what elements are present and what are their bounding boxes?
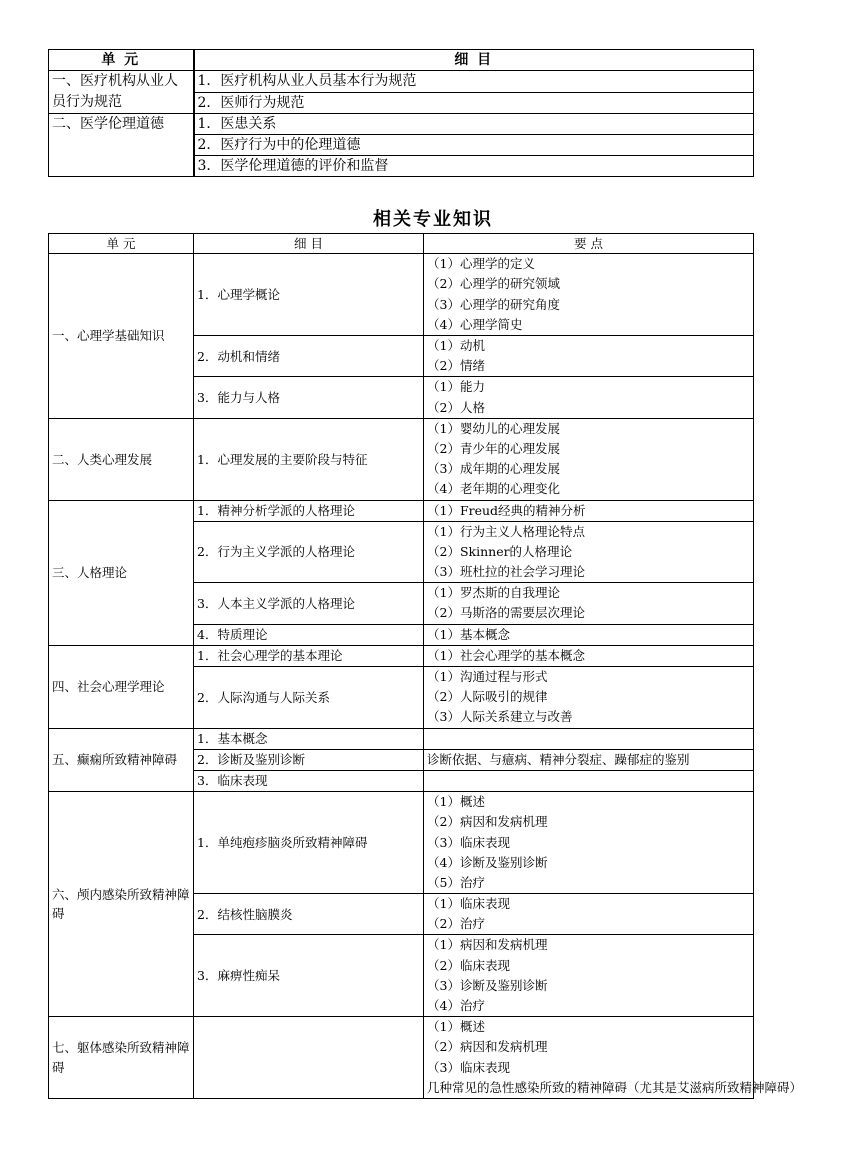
point-line: （1）能力 — [427, 379, 485, 395]
ethics-table — [48, 49, 754, 177]
point-line: （2）治疗 — [427, 916, 485, 932]
t2-item-cell: 2．行为主义学派的人格理论 — [194, 521, 424, 583]
point-line: （2）临床表现 — [427, 957, 510, 973]
t2-points-cell — [424, 792, 754, 894]
t2-unit-cell: 三、人格理论 — [49, 500, 194, 645]
t1-item-cell: 3．医学伦理道德的评价和监督 — [194, 156, 754, 177]
t2-points-cell — [424, 418, 754, 500]
point-line: （2）青少年的心理发展 — [427, 440, 560, 456]
point-line: （3）诊断及鉴别诊断 — [427, 977, 548, 993]
t2-points-cell — [424, 377, 754, 418]
point-line — [427, 771, 750, 791]
t2-unit-cell: 七、躯体感染所致精神障碍 — [49, 1017, 194, 1099]
point-line: （4）老年期的心理变化 — [427, 481, 560, 497]
point-line: （2）病因和发病机理 — [427, 1039, 548, 1055]
t2-item-cell: 1．心理学概论 — [194, 254, 424, 336]
t2-points-cell — [424, 667, 754, 729]
table-row — [49, 792, 754, 894]
t1-header-item: 细 目 — [194, 50, 754, 71]
point-line: （2）马斯洛的需要层次理论 — [427, 605, 585, 621]
table-row — [49, 254, 754, 336]
point-line: （5）治疗 — [427, 874, 485, 890]
point-line: （1）心理学的定义 — [427, 256, 535, 272]
t2-item-cell: 2．诊断及鉴别诊断 — [194, 749, 424, 770]
t2-points-cell — [424, 645, 754, 666]
t2-header-item: 细 目 — [194, 234, 424, 254]
point-line: （3）临床表现 — [427, 834, 510, 850]
t1-item-cell: 2．医疗行为中的伦理道德 — [194, 135, 754, 156]
t2-item-cell: 1．单纯疱疹脑炎所致精神障碍 — [194, 792, 424, 894]
point-line: （1）动机 — [427, 338, 485, 354]
point-line: （3）班杜拉的社会学习理论 — [427, 564, 585, 580]
knowledge-table — [48, 233, 803, 1099]
t2-header-unit: 单 元 — [49, 234, 194, 254]
table-row — [49, 645, 754, 666]
t2-item-cell — [194, 1017, 424, 1099]
point-line: （1）罗杰斯的自我理论 — [427, 585, 560, 601]
t2-item-cell: 3．临床表现 — [194, 770, 424, 791]
t1-header-unit: 单 元 — [49, 50, 194, 71]
t2-points-cell — [424, 254, 754, 336]
t2-unit-cell: 一、心理学基础知识 — [49, 254, 194, 419]
t2-item-cell: 2．结核性脑膜炎 — [194, 894, 424, 935]
point-line: （4）诊断及鉴别诊断 — [427, 854, 548, 870]
t2-points-cell — [424, 770, 754, 791]
t2-points-cell — [424, 749, 754, 770]
point-line: （2）病因和发病机理 — [427, 814, 548, 830]
t2-body — [49, 254, 803, 1099]
t2-points-cell — [424, 336, 754, 377]
t2-item-cell: 3．麻痹性痴呆 — [194, 935, 424, 1017]
t2-item-cell: 2．人际沟通与人际关系 — [194, 667, 424, 729]
t1-item-cell: 2．医师行为规范 — [194, 92, 754, 114]
t2-item-cell: 4．特质理论 — [194, 624, 424, 645]
section-title: 相关专业知识 — [373, 209, 493, 230]
point-line: （3）人际关系建立与改善 — [427, 709, 573, 725]
t2-item-cell: 1．心理发展的主要阶段与特征 — [194, 418, 424, 500]
point-line: （4）心理学简史 — [427, 316, 523, 332]
point-line: （2）人际吸引的规律 — [427, 689, 548, 705]
t2-points-cell — [424, 894, 754, 935]
point-line: 几种常见的急性感染所致的精神障碍（尤其是艾滋病所致精神障碍） — [427, 1079, 803, 1095]
point-line: （1）社会心理学的基本概念 — [427, 647, 585, 663]
table-row — [49, 500, 754, 521]
point-line: （2）人格 — [427, 399, 485, 415]
t2-points-cell — [424, 728, 754, 749]
t2-item-cell: 1．精神分析学派的人格理论 — [194, 500, 424, 521]
t2-header-points: 要 点 — [424, 234, 754, 254]
t1-unit-cell: 一、医疗机构从业人员行为规范 — [49, 71, 194, 114]
point-line: （1）Freud经典的精神分析 — [427, 502, 586, 518]
point-line: （1）婴幼儿的心理发展 — [427, 420, 560, 436]
t2-item-cell: 1．社会心理学的基本理论 — [194, 645, 424, 666]
t2-points-cell — [424, 624, 754, 645]
point-line: （1）概述 — [427, 794, 485, 810]
table-row — [49, 728, 754, 749]
t2-points-cell — [424, 500, 754, 521]
t2-item-cell: 3．人本主义学派的人格理论 — [194, 583, 424, 624]
t2-points-cell — [424, 1017, 803, 1099]
point-line: （4）治疗 — [427, 998, 485, 1014]
t1-item-cell: 1．医患关系 — [194, 114, 754, 135]
t2-unit-cell: 二、人类心理发展 — [49, 418, 194, 500]
point-line: （2）心理学的研究领域 — [427, 276, 560, 292]
point-line — [427, 729, 750, 749]
t2-points-cell — [424, 935, 754, 1017]
t2-unit-cell: 四、社会心理学理论 — [49, 645, 194, 728]
point-line: （2）Skinner的人格理论 — [427, 543, 573, 559]
t1-unit-cell: 二、医学伦理道德 — [49, 114, 194, 177]
point-line: （3）心理学的研究角度 — [427, 296, 560, 312]
point-line: 诊断依据、与癔病、精神分裂症、躁郁症的鉴别 — [427, 751, 690, 767]
table-row — [49, 418, 754, 500]
point-line: （1）基本概念 — [427, 626, 510, 642]
point-line: （2）情绪 — [427, 358, 485, 374]
t2-points-cell — [424, 521, 754, 583]
point-line: （1）沟通过程与形式 — [427, 669, 548, 685]
t2-points-cell — [424, 583, 754, 624]
t1-item-cell: 1．医疗机构从业人员基本行为规范 — [194, 71, 754, 93]
t2-item-cell: 2．动机和情绪 — [194, 336, 424, 377]
t2-unit-cell: 五、癫痫所致精神障碍 — [49, 728, 194, 792]
t2-unit-cell: 六、颅内感染所致精神障碍 — [49, 792, 194, 1017]
point-line: （1）临床表现 — [427, 896, 510, 912]
t2-item-cell: 3．能力与人格 — [194, 377, 424, 418]
point-line: （3）成年期的心理发展 — [427, 461, 560, 477]
t2-item-cell: 1．基本概念 — [194, 728, 424, 749]
point-line: （1）行为主义人格理论特点 — [427, 523, 585, 539]
point-line: （1）病因和发病机理 — [427, 937, 548, 953]
point-line: （1）概述 — [427, 1019, 485, 1035]
point-line: （3）临床表现 — [427, 1059, 510, 1075]
table-row — [49, 1017, 754, 1099]
